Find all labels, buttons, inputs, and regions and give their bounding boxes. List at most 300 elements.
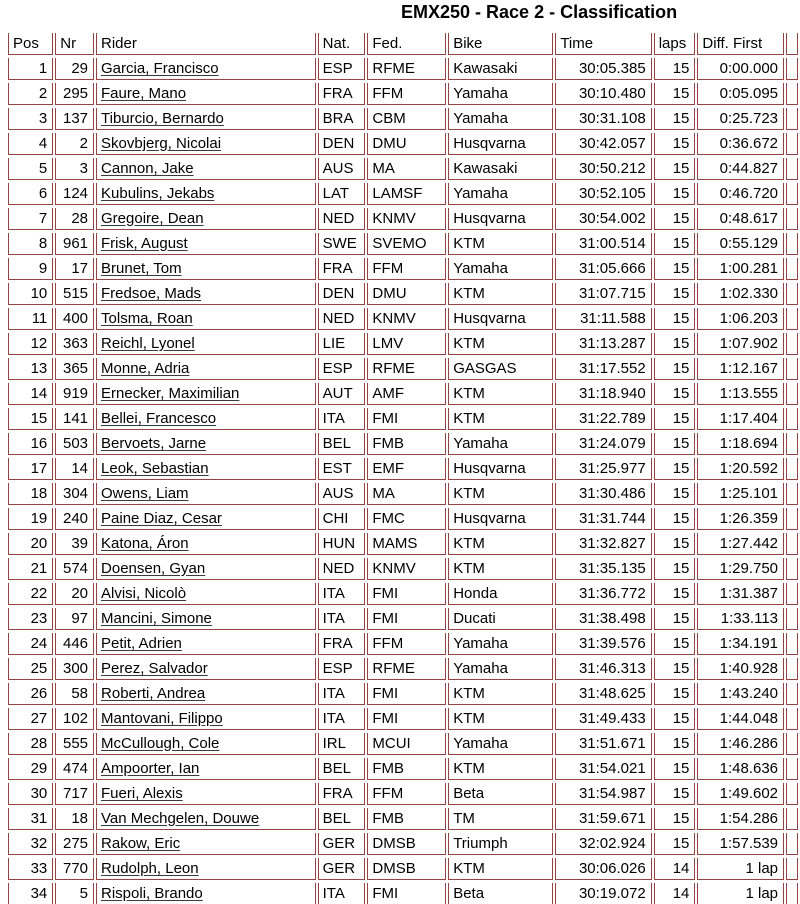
- cell-fed: FFM: [367, 258, 446, 280]
- cell-bike: KTM: [448, 858, 553, 880]
- page-title: EMX250 - Race 2 - Classification: [401, 2, 678, 22]
- rider-name-link[interactable]: Bellei, Francesco: [96, 408, 316, 430]
- cell-time: 31:25.977: [555, 458, 651, 480]
- col-header-time: Time: [555, 33, 651, 55]
- cell-fed: CBM: [367, 108, 446, 130]
- cell-time: 31:46.313: [555, 658, 651, 680]
- rider-name-link[interactable]: McCullough, Cole: [96, 733, 316, 755]
- cell-laps: 15: [654, 58, 696, 80]
- cell-fed: LMV: [367, 333, 446, 355]
- table-row: [8, 783, 798, 805]
- cell-time: 31:39.576: [555, 633, 651, 655]
- cell-laps: 15: [654, 158, 696, 180]
- rider-name-link[interactable]: Van Mechgelen, Douwe: [96, 808, 316, 830]
- cell-pos: 20: [8, 533, 53, 555]
- cell-laps: 15: [654, 233, 696, 255]
- cell-diff: 1:54.286: [697, 808, 784, 830]
- col-header-fed: Fed.: [367, 33, 446, 55]
- table-right-edge: [786, 483, 798, 505]
- table-right-edge: [786, 808, 798, 830]
- cell-pos: 17: [8, 458, 53, 480]
- cell-diff: 1:49.602: [697, 783, 784, 805]
- table-row: [8, 633, 798, 655]
- cell-pos: 1: [8, 58, 53, 80]
- cell-time: 31:24.079: [555, 433, 651, 455]
- cell-pos: 29: [8, 758, 53, 780]
- cell-laps: 15: [654, 333, 696, 355]
- rider-name-link[interactable]: Doensen, Gyan: [96, 558, 316, 580]
- table-header: [8, 33, 798, 55]
- cell-diff: 1:26.359: [697, 508, 784, 530]
- cell-nr: 363: [55, 333, 94, 355]
- cell-nr: 28: [55, 208, 94, 230]
- table-right-edge: [786, 533, 798, 555]
- cell-pos: 11: [8, 308, 53, 330]
- cell-laps: 15: [654, 458, 696, 480]
- rider-name-link[interactable]: Faure, Mano: [96, 83, 316, 105]
- rider-name-link[interactable]: Roberti, Andrea: [96, 683, 316, 705]
- table-right-edge: [786, 608, 798, 630]
- cell-fed: DMSB: [367, 858, 446, 880]
- cell-fed: FFM: [367, 633, 446, 655]
- rider-name-link[interactable]: Owens, Liam: [96, 483, 316, 505]
- cell-nr: 137: [55, 108, 94, 130]
- cell-pos: 15: [8, 408, 53, 430]
- cell-diff: 1:17.404: [697, 408, 784, 430]
- cell-pos: 23: [8, 608, 53, 630]
- cell-fed: DMU: [367, 133, 446, 155]
- cell-bike: Husqvarna: [448, 308, 553, 330]
- cell-nat: GER: [318, 833, 366, 855]
- rider-name-link[interactable]: Skovbjerg, Nicolai: [96, 133, 316, 155]
- cell-nr: 474: [55, 758, 94, 780]
- cell-diff: 0:48.617: [697, 208, 784, 230]
- cell-laps: 15: [654, 758, 696, 780]
- rider-name-link[interactable]: Bervoets, Jarne: [96, 433, 316, 455]
- cell-nat: SWE: [318, 233, 366, 255]
- cell-bike: Honda: [448, 583, 553, 605]
- cell-time: 31:48.625: [555, 683, 651, 705]
- cell-bike: KTM: [448, 558, 553, 580]
- rider-name-link[interactable]: Brunet, Tom: [96, 258, 316, 280]
- table-row: [8, 508, 798, 530]
- cell-bike: Husqvarna: [448, 508, 553, 530]
- table-row: [8, 808, 798, 830]
- cell-pos: 3: [8, 108, 53, 130]
- cell-fed: DMU: [367, 283, 446, 305]
- cell-nat: FRA: [318, 258, 366, 280]
- cell-time: 31:22.789: [555, 408, 651, 430]
- table-right-edge: [786, 658, 798, 680]
- cell-time: 31:54.987: [555, 783, 651, 805]
- cell-diff: 0:05.095: [697, 83, 784, 105]
- cell-nat: DEN: [318, 133, 366, 155]
- rider-name-link[interactable]: Petit, Adrien: [96, 633, 316, 655]
- cell-nat: HUN: [318, 533, 366, 555]
- cell-diff: 0:55.129: [697, 233, 784, 255]
- table-right-edge: [786, 633, 798, 655]
- rider-name-link[interactable]: Fueri, Alexis: [96, 783, 316, 805]
- rider-name-link[interactable]: Cannon, Jake: [96, 158, 316, 180]
- rider-name-link[interactable]: Tolsma, Roan: [96, 308, 316, 330]
- cell-time: 30:42.057: [555, 133, 651, 155]
- col-header-bike: Bike: [448, 33, 553, 55]
- rider-name-link[interactable]: Reichl, Lyonel: [96, 333, 316, 355]
- cell-pos: 13: [8, 358, 53, 380]
- table-row: [8, 308, 798, 330]
- rider-name-link[interactable]: Rudolph, Leon: [96, 858, 316, 880]
- cell-nr: 919: [55, 383, 94, 405]
- cell-laps: 15: [654, 708, 696, 730]
- cell-diff: 1:57.539: [697, 833, 784, 855]
- cell-diff: 1:27.442: [697, 533, 784, 555]
- table-right-edge: [786, 183, 798, 205]
- cell-fed: RFME: [367, 658, 446, 680]
- cell-bike: Yamaha: [448, 108, 553, 130]
- cell-diff: 1 lap: [697, 883, 784, 904]
- table-right-edge: [786, 833, 798, 855]
- cell-diff: 1:46.286: [697, 733, 784, 755]
- cell-laps: 15: [654, 108, 696, 130]
- cell-nr: 770: [55, 858, 94, 880]
- table-row: [8, 83, 798, 105]
- table-row: [8, 558, 798, 580]
- cell-time: 30:52.105: [555, 183, 651, 205]
- cell-pos: 4: [8, 133, 53, 155]
- cell-diff: 1:02.330: [697, 283, 784, 305]
- cell-diff: 0:00.000: [697, 58, 784, 80]
- cell-bike: Kawasaki: [448, 158, 553, 180]
- cell-nr: 29: [55, 58, 94, 80]
- rider-name-link[interactable]: Mancini, Simone: [96, 608, 316, 630]
- cell-time: 31:59.671: [555, 808, 651, 830]
- cell-time: 31:13.287: [555, 333, 651, 355]
- cell-bike: KTM: [448, 233, 553, 255]
- cell-time: 31:35.135: [555, 558, 651, 580]
- table-row: [8, 433, 798, 455]
- cell-time: 30:06.026: [555, 858, 651, 880]
- cell-pos: 24: [8, 633, 53, 655]
- table-right-edge: [786, 758, 798, 780]
- cell-bike: KTM: [448, 683, 553, 705]
- cell-bike: Yamaha: [448, 433, 553, 455]
- cell-diff: 1:33.113: [697, 608, 784, 630]
- cell-fed: MA: [367, 483, 446, 505]
- cell-diff: 1:29.750: [697, 558, 784, 580]
- cell-diff: 1:00.281: [697, 258, 784, 280]
- cell-pos: 14: [8, 383, 53, 405]
- cell-fed: KNMV: [367, 558, 446, 580]
- cell-fed: FFM: [367, 83, 446, 105]
- table-right-edge: [786, 358, 798, 380]
- table-row: [8, 683, 798, 705]
- cell-bike: Yamaha: [448, 258, 553, 280]
- cell-nr: 717: [55, 783, 94, 805]
- cell-nat: ITA: [318, 883, 366, 904]
- cell-pos: 12: [8, 333, 53, 355]
- table-row: [8, 533, 798, 555]
- table-row: [8, 58, 798, 80]
- table-row: [8, 358, 798, 380]
- cell-laps: 15: [654, 583, 696, 605]
- cell-pos: 9: [8, 258, 53, 280]
- cell-nat: LAT: [318, 183, 366, 205]
- cell-bike: KTM: [448, 708, 553, 730]
- cell-time: 30:19.072: [555, 883, 651, 904]
- cell-nr: 141: [55, 408, 94, 430]
- cell-diff: 1:06.203: [697, 308, 784, 330]
- table-row: [8, 658, 798, 680]
- cell-nr: 515: [55, 283, 94, 305]
- cell-nat: FRA: [318, 633, 366, 655]
- cell-bike: KTM: [448, 483, 553, 505]
- cell-laps: 15: [654, 358, 696, 380]
- cell-laps: 15: [654, 783, 696, 805]
- table-right-edge: [786, 858, 798, 880]
- col-header-laps: laps: [654, 33, 696, 55]
- cell-diff: 0:25.723: [697, 108, 784, 130]
- rider-name-link[interactable]: Alvisi, Nicolò: [96, 583, 316, 605]
- table-right-edge: [786, 158, 798, 180]
- cell-pos: 34: [8, 883, 53, 904]
- table-right-edge: [786, 508, 798, 530]
- cell-fed: MCUI: [367, 733, 446, 755]
- cell-nr: 20: [55, 583, 94, 605]
- cell-fed: FMI: [367, 883, 446, 904]
- table-right-edge: [786, 108, 798, 130]
- cell-nat: CHI: [318, 508, 366, 530]
- cell-bike: Triumph: [448, 833, 553, 855]
- cell-nat: NED: [318, 308, 366, 330]
- col-header-rider: Rider: [96, 33, 316, 55]
- cell-nat: ESP: [318, 58, 366, 80]
- table-row: [8, 408, 798, 430]
- cell-nr: 400: [55, 308, 94, 330]
- cell-nr: 240: [55, 508, 94, 530]
- cell-fed: AMF: [367, 383, 446, 405]
- cell-pos: 10: [8, 283, 53, 305]
- cell-nr: 295: [55, 83, 94, 105]
- cell-nr: 58: [55, 683, 94, 705]
- cell-bike: Husqvarna: [448, 133, 553, 155]
- rider-name-link[interactable]: Perez, Salvador: [96, 658, 316, 680]
- table-right-edge: [786, 258, 798, 280]
- cell-nat: FRA: [318, 83, 366, 105]
- cell-bike: Yamaha: [448, 183, 553, 205]
- classification-table: [6, 30, 800, 904]
- col-header-nat: Nat.: [318, 33, 366, 55]
- cell-diff: 1:31.387: [697, 583, 784, 605]
- cell-diff: 1:07.902: [697, 333, 784, 355]
- cell-nr: 574: [55, 558, 94, 580]
- cell-nr: 446: [55, 633, 94, 655]
- cell-laps: 15: [654, 683, 696, 705]
- table-row: [8, 858, 798, 880]
- cell-time: 31:11.588: [555, 308, 651, 330]
- table-row: [8, 108, 798, 130]
- cell-fed: FMB: [367, 808, 446, 830]
- cell-pos: 28: [8, 733, 53, 755]
- cell-pos: 33: [8, 858, 53, 880]
- cell-time: 31:49.433: [555, 708, 651, 730]
- cell-fed: FMI: [367, 708, 446, 730]
- cell-diff: 1:43.240: [697, 683, 784, 705]
- cell-time: 31:18.940: [555, 383, 651, 405]
- table-row: [8, 833, 798, 855]
- cell-time: 31:54.021: [555, 758, 651, 780]
- cell-bike: Ducati: [448, 608, 553, 630]
- cell-nat: BRA: [318, 108, 366, 130]
- rider-name-link[interactable]: Ampoorter, Ian: [96, 758, 316, 780]
- cell-nat: FRA: [318, 783, 366, 805]
- cell-bike: KTM: [448, 533, 553, 555]
- rider-name-link[interactable]: Katona, Áron: [96, 533, 316, 555]
- cell-laps: 15: [654, 508, 696, 530]
- cell-bike: Yamaha: [448, 83, 553, 105]
- cell-nr: 97: [55, 608, 94, 630]
- cell-laps: 15: [654, 383, 696, 405]
- cell-bike: GASGAS: [448, 358, 553, 380]
- rider-name-link[interactable]: Fredsoe, Mads: [96, 283, 316, 305]
- cell-diff: 1:20.592: [697, 458, 784, 480]
- cell-time: 31:05.666: [555, 258, 651, 280]
- table-right-edge: [786, 283, 798, 305]
- table-row: [8, 133, 798, 155]
- cell-time: 31:31.744: [555, 508, 651, 530]
- cell-time: 32:02.924: [555, 833, 651, 855]
- cell-fed: FFM: [367, 783, 446, 805]
- header-row: [8, 33, 798, 55]
- cell-pos: 26: [8, 683, 53, 705]
- cell-diff: 0:36.672: [697, 133, 784, 155]
- cell-nr: 14: [55, 458, 94, 480]
- cell-bike: KTM: [448, 283, 553, 305]
- cell-fed: FMB: [367, 758, 446, 780]
- rider-name-link[interactable]: Rispoli, Brando: [96, 883, 316, 904]
- cell-pos: 19: [8, 508, 53, 530]
- cell-diff: 1:25.101: [697, 483, 784, 505]
- table-right-edge: [786, 783, 798, 805]
- cell-laps: 15: [654, 733, 696, 755]
- cell-diff: 1:40.928: [697, 658, 784, 680]
- cell-nr: 365: [55, 358, 94, 380]
- rider-name-link[interactable]: Ernecker, Maximilian: [96, 383, 316, 405]
- cell-laps: 15: [654, 283, 696, 305]
- cell-bike: Beta: [448, 883, 553, 904]
- cell-fed: FMI: [367, 608, 446, 630]
- table-right-edge: [786, 58, 798, 80]
- rider-name-link[interactable]: Frisk, August: [96, 233, 316, 255]
- cell-pos: 7: [8, 208, 53, 230]
- cell-diff: 1:12.167: [697, 358, 784, 380]
- cell-fed: RFME: [367, 58, 446, 80]
- cell-nat: ITA: [318, 683, 366, 705]
- rider-name-link[interactable]: Rakow, Eric: [96, 833, 316, 855]
- cell-time: 30:31.108: [555, 108, 651, 130]
- cell-nat: AUT: [318, 383, 366, 405]
- cell-laps: 15: [654, 83, 696, 105]
- rider-name-link[interactable]: Paine Diaz, Cesar: [96, 508, 316, 530]
- cell-diff: 1 lap: [697, 858, 784, 880]
- table-right-edge: [786, 683, 798, 705]
- cell-laps: 15: [654, 558, 696, 580]
- table-right-edge: [786, 208, 798, 230]
- rider-name-link[interactable]: Leok, Sebastian: [96, 458, 316, 480]
- cell-diff: 0:44.827: [697, 158, 784, 180]
- cell-fed: RFME: [367, 358, 446, 380]
- cell-bike: KTM: [448, 383, 553, 405]
- cell-laps: 15: [654, 408, 696, 430]
- cell-laps: 15: [654, 208, 696, 230]
- cell-pos: 16: [8, 433, 53, 455]
- cell-nat: GER: [318, 858, 366, 880]
- cell-nr: 275: [55, 833, 94, 855]
- cell-bike: TM: [448, 808, 553, 830]
- cell-pos: 5: [8, 158, 53, 180]
- cell-bike: Yamaha: [448, 633, 553, 655]
- cell-pos: 6: [8, 183, 53, 205]
- table-row: [8, 758, 798, 780]
- table-row: [8, 158, 798, 180]
- cell-fed: EMF: [367, 458, 446, 480]
- cell-laps: 15: [654, 633, 696, 655]
- cell-time: 31:36.772: [555, 583, 651, 605]
- cell-laps: 15: [654, 308, 696, 330]
- table-row: [8, 733, 798, 755]
- cell-nr: 102: [55, 708, 94, 730]
- cell-nat: ITA: [318, 408, 366, 430]
- cell-nr: 961: [55, 233, 94, 255]
- cell-nat: NED: [318, 208, 366, 230]
- cell-bike: KTM: [448, 333, 553, 355]
- cell-bike: Yamaha: [448, 733, 553, 755]
- cell-nat: ESP: [318, 658, 366, 680]
- rider-name-link[interactable]: Monne, Adria: [96, 358, 316, 380]
- cell-bike: Beta: [448, 783, 553, 805]
- table-row: [8, 333, 798, 355]
- cell-laps: 15: [654, 533, 696, 555]
- rider-name-link[interactable]: Gregoire, Dean: [96, 208, 316, 230]
- rider-name-link[interactable]: Kubulins, Jekabs: [96, 183, 316, 205]
- cell-pos: 25: [8, 658, 53, 680]
- rider-name-link[interactable]: Tiburcio, Bernardo: [96, 108, 316, 130]
- cell-fed: FMC: [367, 508, 446, 530]
- cell-pos: 8: [8, 233, 53, 255]
- cell-nat: ESP: [318, 358, 366, 380]
- cell-nr: 18: [55, 808, 94, 830]
- cell-fed: KNMV: [367, 208, 446, 230]
- rider-name-link[interactable]: Garcia, Francisco: [96, 58, 316, 80]
- col-header-pos: Pos: [8, 33, 53, 55]
- rider-name-link[interactable]: Mantovani, Filippo: [96, 708, 316, 730]
- cell-laps: 15: [654, 833, 696, 855]
- table-right-edge: [786, 458, 798, 480]
- cell-fed: FMI: [367, 408, 446, 430]
- cell-laps: 15: [654, 608, 696, 630]
- cell-bike: Husqvarna: [448, 208, 553, 230]
- cell-laps: 15: [654, 483, 696, 505]
- table-row: [8, 383, 798, 405]
- table-right-edge: [786, 433, 798, 455]
- cell-fed: FMI: [367, 683, 446, 705]
- cell-laps: 14: [654, 883, 696, 904]
- table-row: [8, 583, 798, 605]
- table-body: [8, 58, 798, 904]
- cell-laps: 15: [654, 133, 696, 155]
- table-right-edge: [786, 33, 798, 55]
- cell-pos: 21: [8, 558, 53, 580]
- col-header-nr: Nr: [55, 33, 94, 55]
